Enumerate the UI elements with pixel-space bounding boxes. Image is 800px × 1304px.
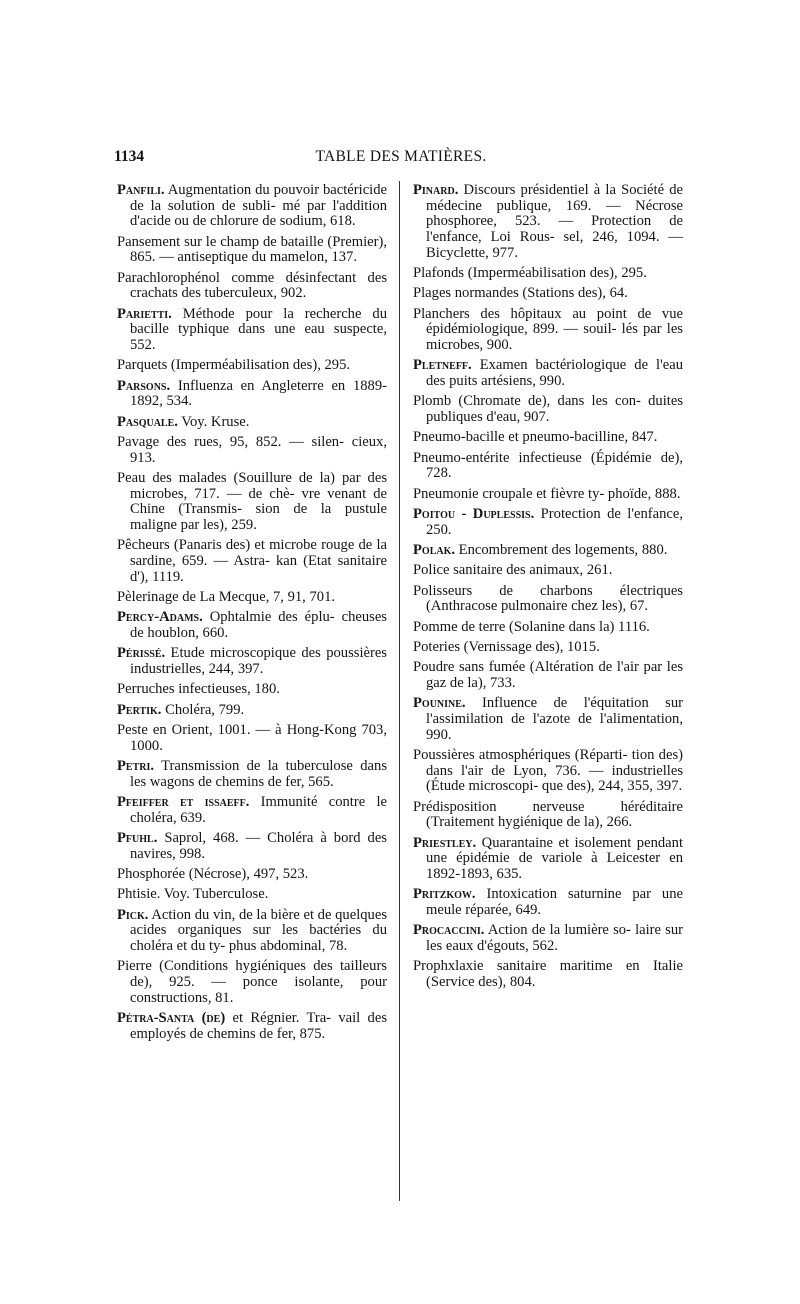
left-column	[117, 183, 387, 1047]
entry-text: Poudre sans fumée (Altération de l'air par les gaz de la), 733.	[413, 659, 683, 691]
entry-text: Pêcheurs (Panaris des) et microbe rouge de la sardine, 659. — Astra- kan (Etat sanitaire d'), 1119.	[117, 537, 387, 585]
entry-author-name: Pétra-Santa (de)	[117, 1010, 226, 1026]
entry-text: Polisseurs de charbons électriques (Anthracose pulmonaire chez les), 67.	[413, 582, 683, 615]
entry-author-name: Pounine.	[413, 695, 466, 712]
index-entry	[413, 543, 683, 559]
index-entry	[117, 831, 387, 862]
entry-text: Choléra, 799.	[161, 701, 245, 718]
entry-text: Pomme de terre (Solanine dans la) 1116.	[413, 618, 650, 635]
index-entry	[413, 887, 683, 918]
entry-text: Plomb (Chromate de), dans les con- duites publiques d'eau, 907.	[413, 393, 683, 426]
entry-text: Saprol, 468. — Choléra à bord des navires, 998.	[130, 830, 387, 862]
index-entry	[413, 487, 683, 503]
entry-author-name: Priestley.	[413, 834, 477, 851]
entry-text: Influenza en Angleterre en 1889-1892, 534.	[130, 377, 387, 410]
index-entry	[413, 358, 683, 389]
entry-author-name: Pfuhl.	[117, 830, 158, 846]
index-entry	[117, 723, 387, 754]
entry-text: Protection de l'enfance, 250.	[426, 506, 683, 538]
entry-text: Phtisie. Voy. Tuberculose.	[117, 886, 269, 903]
index-entry	[413, 800, 683, 831]
entry-author-name: Polak.	[413, 542, 456, 558]
entry-text: Pneumo-entérite infectieuse (Épidémie de), 728.	[413, 449, 683, 482]
entry-author-name: Périssé.	[117, 645, 166, 662]
index-entry	[117, 590, 387, 606]
entry-text: Police sanitaire des animaux, 261.	[413, 562, 613, 579]
index-entry	[117, 271, 387, 302]
index-entry	[413, 430, 683, 446]
entry-text: Phosphorée (Nécrose), 497, 523.	[117, 866, 309, 882]
entry-author-name: Poitou - Duplessis.	[413, 506, 535, 522]
entry-text: Quarantaine et isolement pendant une épidémie de variole à Leicester en 1892-1893, 635.	[426, 834, 683, 882]
entry-author-name: Parsons.	[117, 377, 171, 394]
index-entry	[117, 1011, 387, 1042]
index-entry	[413, 286, 683, 302]
entry-text: Immunité contre le choléra, 639.	[130, 794, 387, 826]
entry-text: Augmentation du pouvoir bactéricide de la solution de subli- mé par l'addition d'acide ou de chlorure de sodium, 618.	[130, 182, 387, 230]
index-entry	[117, 795, 387, 826]
entry-text: Influence de l'équitation sur l'assimilation de l'azote de l'alimentation, 990.	[426, 695, 683, 743]
index-entry	[117, 235, 387, 266]
entry-text: Transmission de la tuberculose dans les wagons de chemins de fer, 565.	[130, 758, 387, 790]
entry-text: Action de la lumière so- laire sur les eaux d'égouts, 562.	[426, 922, 683, 954]
index-entry	[117, 867, 387, 883]
index-entry	[117, 183, 387, 230]
entry-author-name: Panfili.	[117, 182, 165, 198]
index-entry	[413, 923, 683, 954]
index-entry	[117, 908, 387, 955]
page-header	[114, 148, 688, 168]
entry-text: Plages normandes (Stations des), 64.	[413, 285, 628, 302]
entry-text: Peau des malades (Souillure de la) par des microbes, 717. — de chè- vre venant de Chine (Transmis- sion de la pustule maligne par les), 259.	[117, 470, 387, 534]
entry-author-name: Pinard.	[413, 182, 459, 198]
index-entry	[117, 415, 387, 431]
entry-text: Intoxication saturnine par une meule réparée, 649.	[426, 886, 683, 918]
index-entry	[413, 507, 683, 538]
index-entry	[117, 471, 387, 534]
index-entry	[117, 358, 387, 374]
index-entry	[117, 682, 387, 698]
entry-author-name: Pertik.	[117, 701, 162, 718]
index-entry	[413, 640, 683, 656]
entry-text: Plafonds (Imperméabilisation des), 295.	[413, 265, 647, 282]
entry-author-name: Pritzkow.	[413, 886, 476, 903]
entry-text: Planchers des hôpitaux au point de vue épidémiologique, 899. — souil- lés par les microbes, 900.	[413, 305, 683, 354]
entry-text: Pavage des rues, 95, 852. — silen- cieux, 913.	[117, 434, 387, 466]
index-entry	[117, 959, 387, 1006]
column-divider	[399, 181, 400, 1201]
entry-text: Encombrement des logements, 880.	[455, 542, 668, 558]
entry-text: Pèlerinage de La Mecque, 7, 91, 701.	[117, 589, 336, 606]
entry-text: Méthode pour la recherche du bacille typhique dans une eau suspecte, 552.	[130, 305, 387, 354]
index-entry	[117, 646, 387, 677]
index-entry	[413, 696, 683, 743]
index-entry	[413, 660, 683, 691]
index-entry	[117, 435, 387, 466]
page-number: 1134	[114, 148, 145, 165]
entry-author-name: Pletneff.	[413, 357, 472, 374]
entry-author-name: Percy-Adams.	[117, 609, 203, 626]
entry-text: Pneumonie croupale et fièvre ty- phoïde, 888.	[413, 485, 681, 502]
entry-text: Examen bactériologique de l'eau des puits artésiens, 990.	[426, 357, 683, 390]
entry-author-name: Pick.	[117, 906, 149, 923]
entry-text: Parquets (Imperméabilisation des), 295.	[117, 357, 351, 374]
entry-text: Prédisposition nerveuse héréditaire (Traitement hygiénique de la), 266.	[413, 798, 683, 831]
entry-text: Pansement sur le champ de bataille (Premier), 865. — antiseptique du mamelon, 137.	[117, 233, 387, 266]
index-entry	[413, 266, 683, 282]
entry-text: Etude microscopique des poussières industrielles, 244, 397.	[130, 645, 387, 678]
entry-text: Perruches infectieuses, 180.	[117, 681, 280, 698]
index-entry	[117, 759, 387, 790]
index-entry	[413, 563, 683, 579]
entry-text: Poussières atmosphériques (Réparti- tion des) dans l'air de Lyon, 736. — industrielles (Étude microscopi- que des), 244, 355, 397.	[413, 746, 683, 795]
entry-author-name: Pasquale.	[117, 413, 178, 430]
entry-author-name: Petri.	[117, 758, 155, 774]
index-entry	[413, 451, 683, 482]
entry-text: Voy. Kruse.	[177, 413, 250, 430]
right-column	[413, 183, 683, 995]
index-entry	[413, 959, 683, 990]
entry-author-name: Parietti.	[117, 305, 172, 322]
index-entry	[413, 394, 683, 425]
index-entry	[117, 703, 387, 719]
entry-text: Prophxlaxie sanitaire maritime en Italie (Service des), 804.	[413, 958, 683, 990]
entry-author-name: Procaccini.	[413, 922, 485, 939]
entry-text: Discours présidentiel à la Société de médecine publique, 169. — Nécrose phosphoree, 523. — Protection de l'enfance, Loi Rous- sel, 246, 1094. — Bicyclette, 977.	[426, 182, 683, 261]
index-entry	[413, 183, 683, 262]
entry-text: Action du vin, de la bière et de quelques acides organiques sur les bactéries du choléra et du ty- phus abdominal, 78.	[130, 906, 387, 954]
entry-text: Parachlorophénol comme désinfectant des crachats des tuberculeux, 902.	[117, 269, 387, 302]
entry-text: et Régnier. Tra- vail des employés de chemins de fer, 875.	[130, 1010, 387, 1042]
entry-author-name: Pfeiffer et issaeff.	[117, 794, 250, 810]
entry-text: Ophtalmie des éplu- cheuses de houblon, 660.	[130, 609, 387, 642]
index-entry	[413, 620, 683, 636]
index-entry	[413, 836, 683, 883]
entry-text: Poteries (Vernissage des), 1015.	[413, 638, 600, 655]
entry-text: Pierre (Conditions hygiéniques des tailleurs de), 925. — ponce isolante, pour constructions, 81.	[117, 958, 387, 1006]
index-entry	[413, 307, 683, 354]
index-entry	[117, 887, 387, 903]
index-entry	[413, 748, 683, 795]
index-entry	[413, 584, 683, 615]
entry-text: Pneumo-bacille et pneumo-bacilline, 847.	[413, 429, 658, 446]
index-entry	[117, 307, 387, 354]
entry-text: Peste en Orient, 1001. — à Hong-Kong 703, 1000.	[117, 722, 387, 754]
index-entry	[117, 610, 387, 641]
page-title: TABLE DES MATIÈRES.	[315, 148, 487, 165]
index-entry	[117, 379, 387, 410]
index-entry	[117, 538, 387, 585]
